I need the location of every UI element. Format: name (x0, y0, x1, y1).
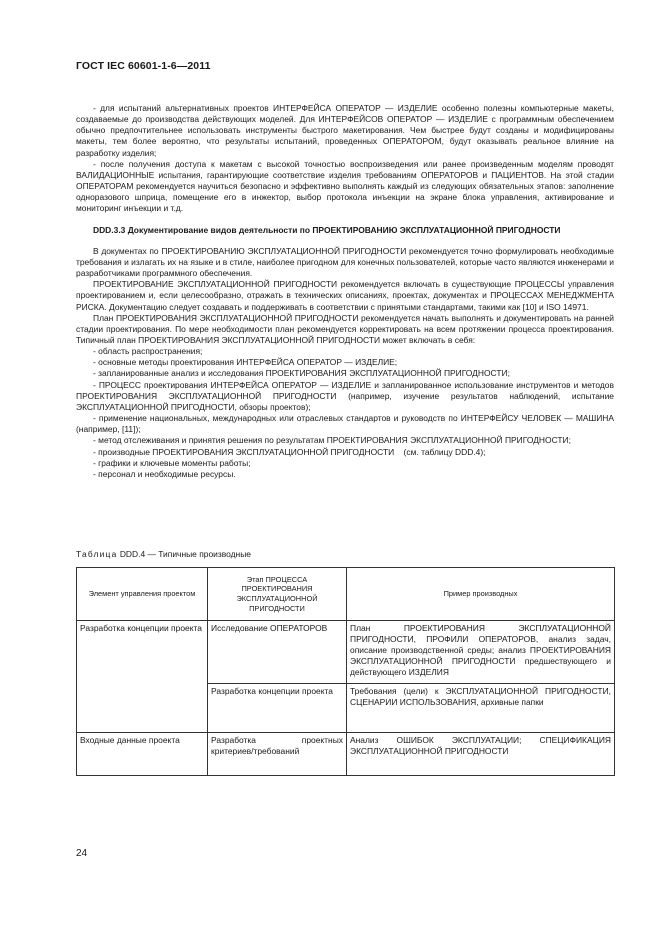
table-cell: Анализ ОШИБОК ЭКСПЛУАТАЦИИ; СПЕЦИФИКАЦИЯ ЭКСПЛУАТАЦИОННОЙ ПРИГОДНОСТИ (347, 733, 615, 776)
list-item: - производные ПРОЕКТИРОВАНИЯ ЭКСПЛУАТАЦИОННОЙ ПРИГОДНОСТИ (см. таблицу DDD.4); (93, 446, 486, 457)
page-number: 24 (76, 848, 88, 859)
document-header: ГОСТ IEC 60601-1-6—2011 (76, 60, 211, 72)
table-cell: План ПРОЕКТИРОВАНИЯ ЭКСПЛУАТАЦИОННОЙ ПРИГОДНОСТИ, ПРОФИЛИ ОПЕРАТОРОВ, анализ задач, описание производственной среды; анализ ПРОЕКТИРОВАНИЯ ЭКСПЛУАТАЦИОННОЙ ПРИГОДНОСТИ предшествующего и действующего ИЗДЕЛИЯ (347, 621, 615, 684)
column-header: Пример производных (347, 568, 615, 621)
list-item: - метод отслеживания и принятия решения по результатам ПРОЕКТИРОВАНИЯ ЭКСПЛУАТАЦИОННОЙ ПРИГОДНОСТИ; (93, 435, 571, 446)
column-header: Этап ПРОЦЕССА ПРОЕКТИРОВАНИЯ ЭКСПЛУАТАЦИОННОЙ ПРИГОДНОСТИ (208, 568, 347, 621)
paragraph: - после получения доступа к макетам с высокой точностью воспроизведения или ранее произведенным моделям проводят ВАЛИДАЦИОННЫЕ испытания, гарантирующие соответствие изделия требованиям ОПЕРАТОРОВ и ПАЦИЕНТОВ. На этой стадии ОПЕРАТОРАМ рекомендуется научиться безопасно и эффективно выполнять каждый из следующих обязательных этапов: заполнение одноразового шприца, помещение его в инжектор, выбор протокола инъекции на экране блока управления, активирование и мониторинг инъекции и т.д. (76, 158, 614, 214)
derivatives-table (76, 567, 615, 776)
table-row (77, 733, 615, 776)
list-item: - ПРОЦЕСС проектирования ИНТЕРФЕЙСА ОПЕРАТОР — ИЗДЕЛИЕ и запланированное использование инструментов и методов ПРОЕКТИРОВАНИЯ ЭКСПЛУАТАЦИОННОЙ ПРИГОДНОСТИ (например, изучение результатов наблюдений, испытание ЭКСПЛУАТАЦИОННОЙ ПРИГОДНОСТИ, обзоры проектов); (76, 379, 614, 412)
section-heading: DDD.3.3 Документирование видов деятельности по ПРОЕКТИРОВАНИЮ ЭКСПЛУАТАЦИОННОЙ ПРИГОДНОСТИ (93, 224, 561, 235)
table-row (77, 621, 615, 684)
table-cell: Требования (цели) к ЭКСПЛУАТАЦИОННОЙ ПРИГОДНОСТИ, СЦЕНАРИИ ИСПОЛЬЗОВАНИЯ, архивные папки (347, 684, 615, 733)
list-item: - графики и ключевые моменты работы; (93, 457, 251, 468)
list-item: - применение национальных, международных или отраслевых стандартов и руководств по ИНТЕРФЕЙСУ ЧЕЛОВЕК — МАШИНА (например, [11]); (76, 413, 614, 435)
table-header-row (77, 568, 615, 621)
table-caption-text: DDD.4 — Типичные производные (117, 549, 251, 559)
table-cell: Разработка проектных критериев/требований (208, 733, 347, 776)
list-item: - персонал и необходимые ресурсы. (93, 468, 236, 479)
table-cell: Входные данные проекта (77, 733, 208, 776)
table-cell: Исследование ОПЕРАТОРОВ (208, 621, 347, 684)
document-body (76, 103, 614, 480)
paragraph: - для испытаний альтернативных проектов ИНТЕРФЕЙСА ОПЕРАТОР — ИЗДЕЛИЕ особенно полезны компьютерные макеты, создаваемые до производства действующих моделей. Для ИНТЕРФЕЙСОВ ОПЕРАТОР — ИЗДЕЛИЕ с программным обеспечением обычно предпочтительнее использовать инструменты быстрого макетирования. Чем быстрее будут созданы и модифицированы макеты, тем более вероятно, что результаты испытаний, проведенных ОПЕРАТОРОМ, будут оказывать реальное влияние на разработку изделия; (76, 103, 614, 158)
table-cell: Разработка концепции проекта (208, 684, 347, 733)
table-caption (76, 549, 251, 559)
column-header: Элемент управления проектом (77, 568, 208, 621)
paragraph: ПРОЕКТИРОВАНИЕ ЭКСПЛУАТАЦИОННОЙ ПРИГОДНОСТИ рекомендуется включать в существующие ПРОЦЕССЫ управления проектированием и, если целесообразно, отражать в технических описаниях, проектах, документах и ПРОЦЕССАХ МЕНЕДЖМЕНТА РИСКА. Документацию следует создавать и поддерживать в соответствии с принятыми стандартами, такими как [10] и ISO 14971. (76, 279, 614, 312)
list-item: - запланированные анализ и исследования ПРОЕКТИРОВАНИЯ ЭКСПЛУАТАЦИОННОЙ ПРИГОДНОСТИ; (93, 368, 510, 379)
paragraph: План ПРОЕКТИРОВАНИЯ ЭКСПЛУАТАЦИОННОЙ ПРИГОДНОСТИ рекомендуется начать выполнять и документировать на ранней стадии проектирования. По мере необходимости план рекомендуется корректировать на всем протяжении процесса проектирования. Типичный план ПРОЕКТИРОВАНИЯ ЭКСПЛУАТАЦИОННОЙ ПРИГОДНОСТИ может включать в себя: (76, 312, 614, 345)
table-caption-prefix: Таблица (76, 549, 118, 559)
paragraph: В документах по ПРОЕКТИРОВАНИЮ ЭКСПЛУАТАЦИОННОЙ ПРИГОДНОСТИ рекомендуется точно формулировать необходимые требования и излагать их на языке и в стиле, наиболее пригодном для конечных пользователей, которые часто являются инженерами и разработчиками программного обеспечения. (76, 245, 614, 279)
table-cell: Разработка концепции проекта (77, 621, 208, 733)
list-item: - основные методы проектирования ИНТЕРФЕЙСА ОПЕРАТОР — ИЗДЕЛИЕ; (93, 357, 398, 368)
list-item: - область распространения; (93, 346, 203, 357)
